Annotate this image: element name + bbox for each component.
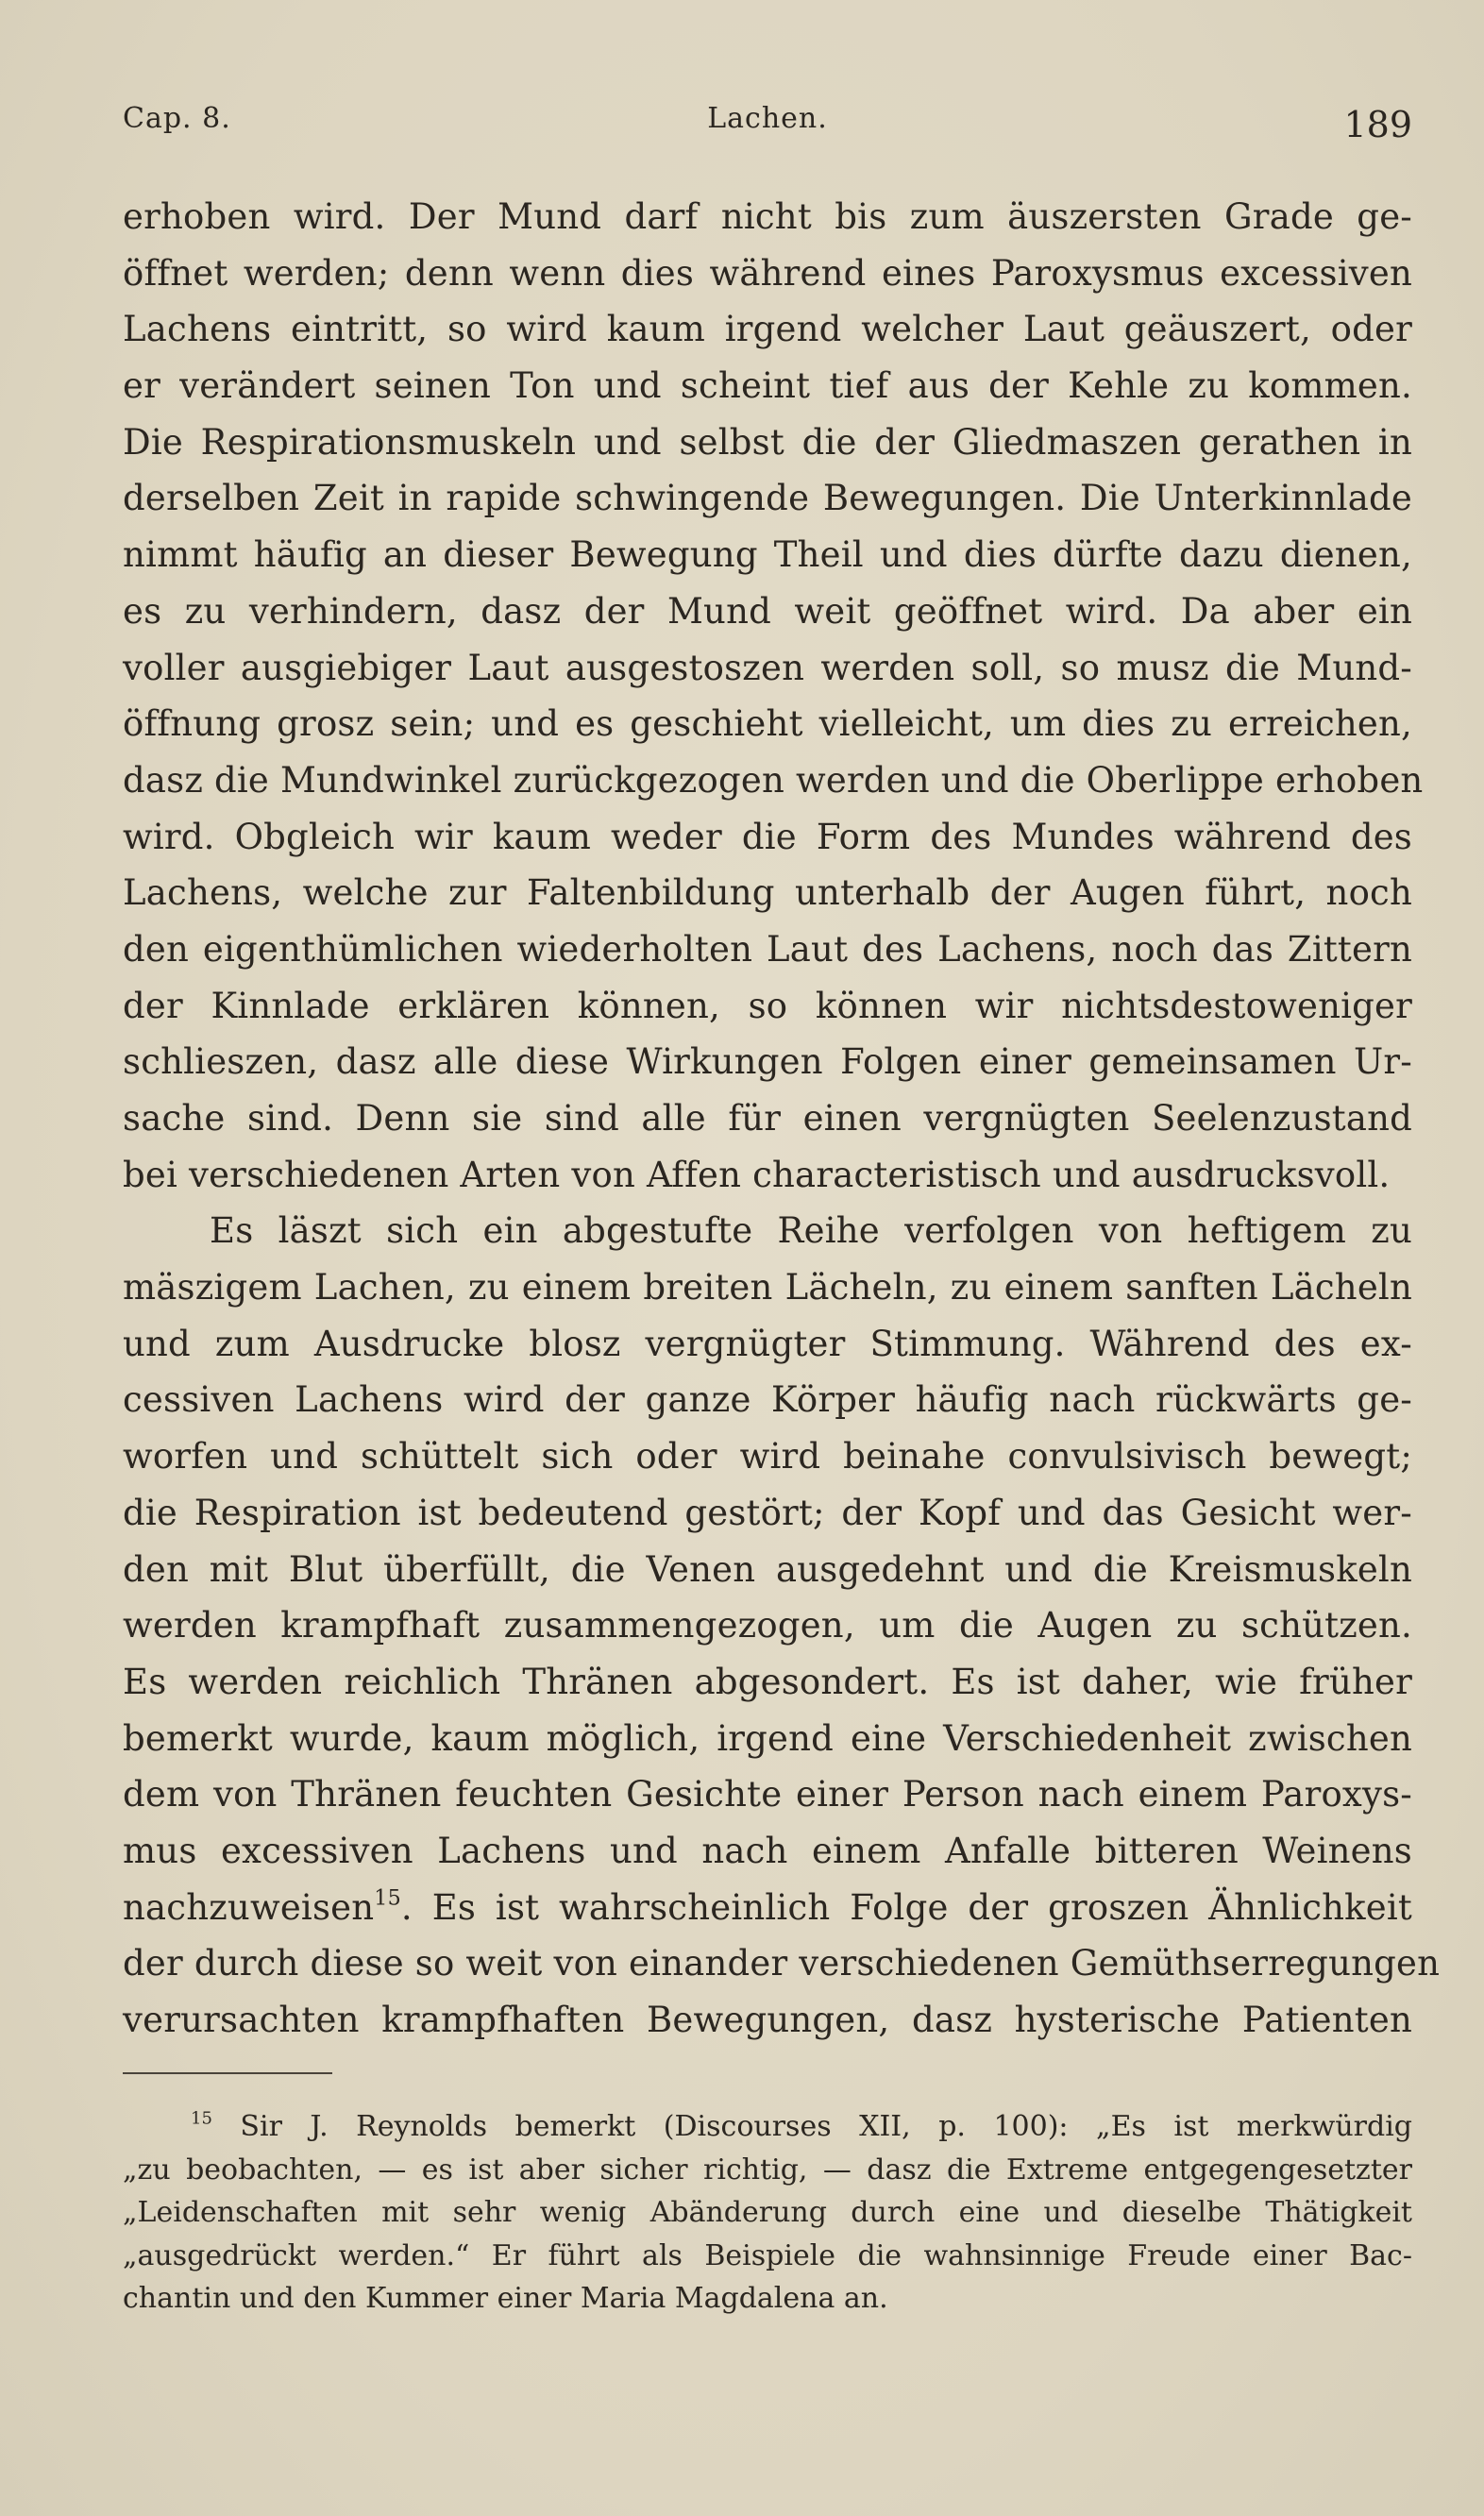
text-line: bei verschiedenen Arten von Affen characteristisch und ausdrucksvoll. xyxy=(123,1154,1391,1195)
text-line: wird. Obgleich wir kaum weder die Form des Mundes während des xyxy=(123,816,1412,857)
text-line: cessiven Lachens wird der ganze Körper häufig nach rückwärts ge- xyxy=(123,1379,1412,1421)
footnote-line: „ausgedrückt werden.“ Er führt als Beispiele die wahnsinnige Freude einer Bac- xyxy=(123,2238,1412,2272)
text-segment: nachzuweisen xyxy=(123,1886,375,1928)
running-title: Lachen. xyxy=(707,102,828,135)
footnote-block xyxy=(123,2105,1412,2321)
footnote-text: Sir J. Reynolds bemerkt (Discourses XII, p. 100): „Es ist merkwürdig xyxy=(240,2110,1412,2143)
footnote-line: chantin und den Kummer einer Maria Magdalena an. xyxy=(123,2282,888,2315)
text-line: er verändert seinen Ton und scheint tief aus der Kehle zu kommen. xyxy=(123,365,1412,407)
text-segment: . Es ist wahrscheinlich Folge der groszen Ähnlichkeit xyxy=(400,1886,1412,1928)
footnote-line: „Leidenschaften mit sehr wenig Abänderung durch eine und dieselbe Thätigkeit xyxy=(123,2196,1412,2229)
text-line: den mit Blut überfüllt, die Venen ausgedehnt und die Kreismuskeln xyxy=(123,1548,1412,1590)
text-line: den eigenthümlichen wiederholten Laut des Lachens, noch das Zittern xyxy=(123,928,1412,970)
text-line: öffnung grosz sein; und es geschieht vielleicht, um dies zu erreichen, xyxy=(123,703,1412,745)
text-line: dem von Thränen feuchten Gesichte einer Person nach einem Paroxys- xyxy=(123,1774,1412,1815)
text-line: nimmt häufig an dieser Bewegung Theil und dies dürfte dazu dienen, xyxy=(123,534,1412,576)
text-line: voller ausgiebiger Laut ausgestoszen werden soll, so musz die Mund- xyxy=(123,647,1412,688)
text-line: sache sind. Denn sie sind alle für einen vergnügten Seelenzustand xyxy=(123,1098,1412,1139)
text-line: und zum Ausdrucke blosz vergnügter Stimmung. Während des ex- xyxy=(123,1323,1412,1364)
text-line: dasz die Mundwinkel zurückgezogen werden und die Oberlippe erhoben xyxy=(123,759,1424,801)
text-line: öffnet werden; denn wenn dies während eines Paroxysmus excessiven xyxy=(123,252,1412,294)
footnote-separator xyxy=(123,2072,332,2074)
text-line: derselben Zeit in rapide schwingende Bewegungen. Die Unterkinnlade xyxy=(123,478,1412,519)
text-line: worfen und schüttelt sich oder wird beinahe convulsivisch bewegt; xyxy=(123,1436,1412,1478)
footnote-line: „zu beobachten, — es ist aber sicher richtig, — dasz die Extreme entgegengesetzter xyxy=(123,2153,1412,2187)
text-line: Es werden reichlich Thränen abgesondert. Es ist daher, wie früher xyxy=(123,1661,1412,1702)
text-line: es zu verhindern, dasz der Mund weit geöffnet wird. Da aber ein xyxy=(123,590,1412,632)
text-line: der Kinnlade erklären können, so können wir nichtsdestoweniger xyxy=(123,985,1412,1026)
text-line: Es läszt sich ein abgestufte Reihe verfolgen von heftigem zu xyxy=(210,1210,1412,1252)
footnote-number: 15 xyxy=(191,2108,212,2129)
text-line: Lachens, welche zur Faltenbildung unterhalb der Augen führt, noch xyxy=(123,872,1412,914)
text-line: Die Respirationsmuskeln und selbst die der Gliedmaszen gerathen in xyxy=(123,421,1412,463)
page-number: 189 xyxy=(1343,104,1412,145)
main-text xyxy=(123,189,1441,2049)
text-line: mus excessiven Lachens und nach einem Anfalle bitteren Weinens xyxy=(123,1830,1412,1871)
running-header xyxy=(123,102,1412,151)
text-line: mäszigem Lachen, zu einem breiten Lächeln, zu einem sanften Lächeln xyxy=(123,1267,1412,1309)
footnote-reference[interactable]: 15 xyxy=(374,1885,401,1911)
text-line: bemerkt wurde, kaum möglich, irgend eine Verschiedenheit zwischen xyxy=(123,1717,1412,1759)
text-line: der durch diese so weit von einander verschiedenen Gemüthserregungen xyxy=(123,1943,1441,1984)
text-line: die Respiration ist bedeutend gestört; der Kopf und das Gesicht wer- xyxy=(123,1492,1412,1533)
text-line: verursachten krampfhaften Bewegungen, dasz hysterische Patienten xyxy=(123,2000,1412,2040)
text-line: werden krampfhaft zusammengezogen, um die Augen zu schützen. xyxy=(123,1605,1412,1646)
chapter-label: Cap. 8. xyxy=(123,102,231,135)
text-line: Lachens eintritt, so wird kaum irgend welcher Laut geäuszert, oder xyxy=(123,309,1412,350)
footnote-line xyxy=(123,2105,1412,2149)
text-line: erhoben wird. Der Mund darf nicht bis zum äuszersten Grade ge- xyxy=(123,196,1412,237)
text-line-with-footnote-ref xyxy=(123,1880,1412,1936)
text-line: schlieszen, dasz alle diese Wirkungen Folgen einer gemeinsamen Ur- xyxy=(123,1041,1412,1083)
